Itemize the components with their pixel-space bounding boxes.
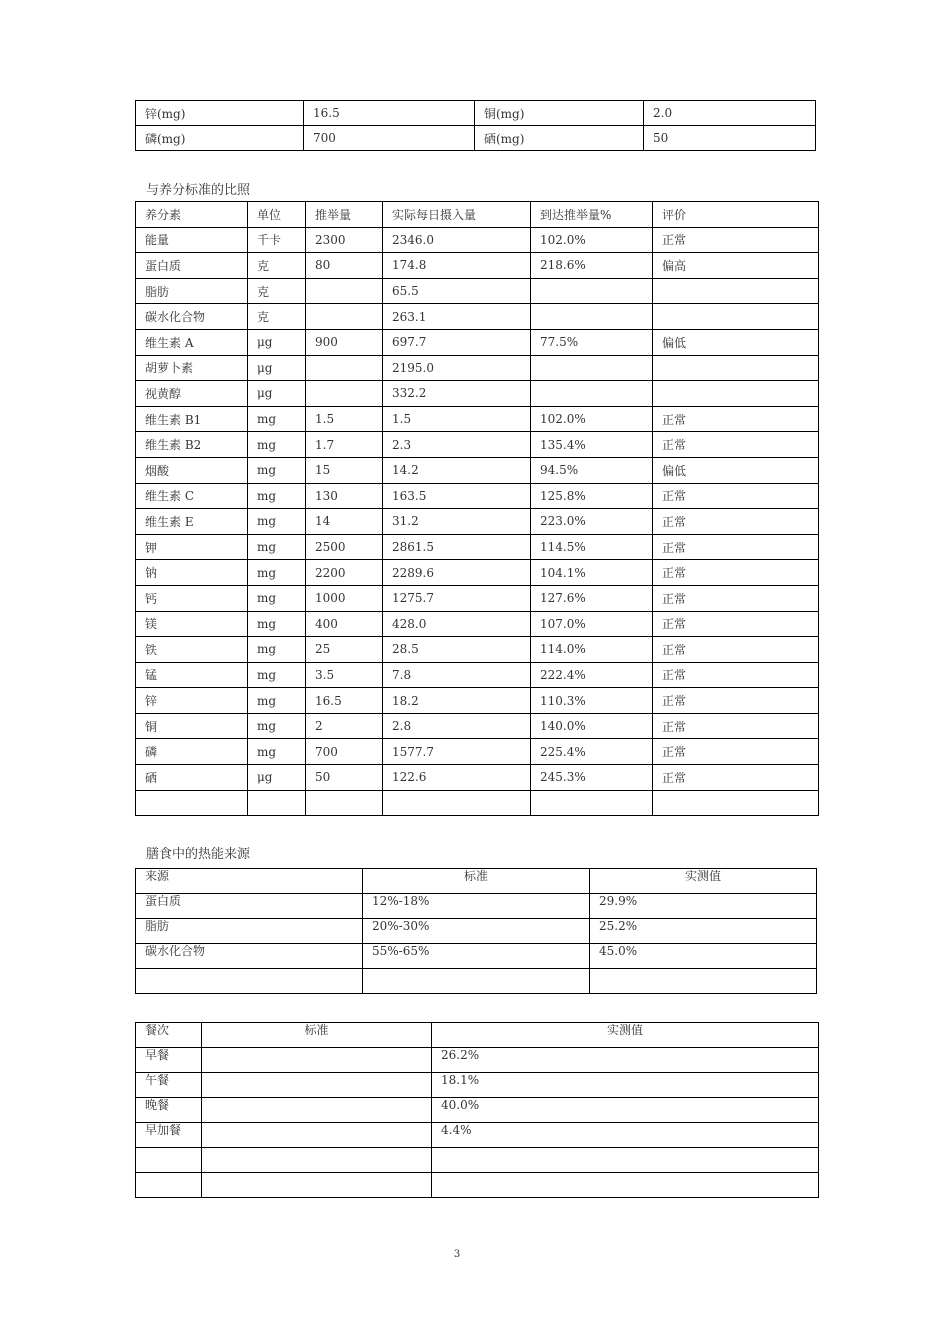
table-row xyxy=(136,1048,819,1073)
table-row xyxy=(136,534,819,560)
table-cell xyxy=(202,1048,432,1073)
table-cell: 正常 xyxy=(653,611,819,637)
table-cell: 65.5 xyxy=(383,278,531,304)
table-cell: mg xyxy=(248,509,306,535)
table-cell: 镁 xyxy=(136,611,248,637)
table-cell: 20%-30% xyxy=(363,919,590,944)
table-cell: 正常 xyxy=(653,688,819,714)
table-cell: mg xyxy=(248,713,306,739)
table-cell: mg xyxy=(248,406,306,432)
table-cell: 钙 xyxy=(136,585,248,611)
table-cell xyxy=(653,304,819,330)
table-cell: 77.5% xyxy=(531,329,653,355)
table-cell: 14 xyxy=(306,509,383,535)
header-cell: 来源 xyxy=(136,869,363,894)
table-cell: 428.0 xyxy=(383,611,531,637)
table-cell xyxy=(531,790,653,816)
table-cell: 克 xyxy=(248,304,306,330)
table-row xyxy=(136,969,817,994)
table-cell: 223.0% xyxy=(531,509,653,535)
table-row xyxy=(136,894,817,919)
table-row xyxy=(136,1098,819,1123)
table-row xyxy=(136,560,819,586)
table-cell: 218.6% xyxy=(531,253,653,279)
table-cell: 2200 xyxy=(306,560,383,586)
table-cell xyxy=(306,790,383,816)
table-cell: 2.8 xyxy=(383,713,531,739)
table-cell: 早加餐 xyxy=(136,1123,202,1148)
table-cell: 偏低 xyxy=(653,329,819,355)
table-row xyxy=(136,304,819,330)
table-cell: 正常 xyxy=(653,637,819,663)
table-cell: mg xyxy=(248,585,306,611)
table-row xyxy=(136,457,819,483)
table-row xyxy=(136,585,819,611)
table-cell: 磷(mg) xyxy=(136,126,304,151)
table-cell: 碳水化合物 xyxy=(136,944,363,969)
table-row xyxy=(136,662,819,688)
table-cell xyxy=(653,278,819,304)
table-cell: 222.4% xyxy=(531,662,653,688)
table-cell xyxy=(432,1173,819,1198)
table-cell: 130 xyxy=(306,483,383,509)
table-cell: 铜 xyxy=(136,713,248,739)
table-cell xyxy=(531,355,653,381)
table-cell xyxy=(653,381,819,407)
table-cell: μg xyxy=(248,765,306,791)
table-header-row xyxy=(136,1023,819,1048)
table-row xyxy=(136,101,816,126)
table-cell: 107.0% xyxy=(531,611,653,637)
table-cell: 94.5% xyxy=(531,457,653,483)
table-row xyxy=(136,1173,819,1198)
table-cell xyxy=(363,969,590,994)
header-cell: 评价 xyxy=(653,202,819,228)
table-cell: 正常 xyxy=(653,765,819,791)
table-cell xyxy=(202,1148,432,1173)
table-cell: 25.2% xyxy=(590,919,817,944)
table-cell: 697.7 xyxy=(383,329,531,355)
table-cell: 2 xyxy=(306,713,383,739)
table-cell: 2300 xyxy=(306,227,383,253)
table-cell: 110.3% xyxy=(531,688,653,714)
table-cell: 122.6 xyxy=(383,765,531,791)
table-cell xyxy=(432,1148,819,1173)
table-cell: 偏高 xyxy=(653,253,819,279)
table-cell xyxy=(136,969,363,994)
header-cell: 标准 xyxy=(202,1023,432,1048)
table-cell: 1000 xyxy=(306,585,383,611)
table-row xyxy=(136,483,819,509)
table-cell: 2289.6 xyxy=(383,560,531,586)
table-cell: 正常 xyxy=(653,483,819,509)
table-cell: 125.8% xyxy=(531,483,653,509)
table-row xyxy=(136,919,817,944)
table-cell: 163.5 xyxy=(383,483,531,509)
table-cell: 3.5 xyxy=(306,662,383,688)
table-cell: mg xyxy=(248,560,306,586)
table-cell: 18.2 xyxy=(383,688,531,714)
table-header-row xyxy=(136,869,817,894)
table-row xyxy=(136,253,819,279)
table-cell: 40.0% xyxy=(432,1098,819,1123)
table-cell: 正常 xyxy=(653,662,819,688)
table-cell: 225.4% xyxy=(531,739,653,765)
table-cell xyxy=(653,355,819,381)
table-cell: 2861.5 xyxy=(383,534,531,560)
header-cell: 实际每日摄入量 xyxy=(383,202,531,228)
table-cell xyxy=(383,790,531,816)
table-cell: mg xyxy=(248,662,306,688)
table-cell: 104.1% xyxy=(531,560,653,586)
table-cell: 钾 xyxy=(136,534,248,560)
table-cell xyxy=(306,355,383,381)
table-row xyxy=(136,329,819,355)
table-cell: 维生素 A xyxy=(136,329,248,355)
table-cell xyxy=(248,790,306,816)
table-cell: 114.0% xyxy=(531,637,653,663)
table-cell xyxy=(531,278,653,304)
table-cell: 16.5 xyxy=(304,101,475,126)
table-cell: 28.5 xyxy=(383,637,531,663)
table-cell xyxy=(306,381,383,407)
table-cell xyxy=(653,790,819,816)
table-cell: 锌(mg) xyxy=(136,101,304,126)
meals-table xyxy=(135,1022,819,1198)
table-cell: 7.8 xyxy=(383,662,531,688)
table-cell: 偏低 xyxy=(653,457,819,483)
table-cell: 12%-18% xyxy=(363,894,590,919)
table-cell xyxy=(531,381,653,407)
header-cell: 餐次 xyxy=(136,1023,202,1048)
table-cell: 脂肪 xyxy=(136,919,363,944)
table-cell: 135.4% xyxy=(531,432,653,458)
table-cell: 蛋白质 xyxy=(136,253,248,279)
table-cell: 127.6% xyxy=(531,585,653,611)
table-cell: 102.0% xyxy=(531,406,653,432)
table-cell: 正常 xyxy=(653,509,819,535)
table-row xyxy=(136,1123,819,1148)
table-cell: 50 xyxy=(644,126,816,151)
table-cell xyxy=(531,304,653,330)
table-cell: 钠 xyxy=(136,560,248,586)
table-row xyxy=(136,688,819,714)
table-cell: mg xyxy=(248,457,306,483)
table-row xyxy=(136,944,817,969)
table-row xyxy=(136,227,819,253)
table-cell: 正常 xyxy=(653,560,819,586)
table-cell xyxy=(136,1148,202,1173)
table-row xyxy=(136,509,819,535)
table-cell xyxy=(202,1098,432,1123)
table-cell: 晚餐 xyxy=(136,1098,202,1123)
table-cell xyxy=(590,969,817,994)
table-cell: 正常 xyxy=(653,227,819,253)
table-cell: 铜(mg) xyxy=(475,101,644,126)
table-cell: 千卡 xyxy=(248,227,306,253)
table-cell: 18.1% xyxy=(432,1073,819,1098)
table-cell: 80 xyxy=(306,253,383,279)
table-row xyxy=(136,278,819,304)
table-row xyxy=(136,790,819,816)
table-cell: 245.3% xyxy=(531,765,653,791)
table-cell: 锰 xyxy=(136,662,248,688)
table-cell: 克 xyxy=(248,278,306,304)
table-row xyxy=(136,713,819,739)
table-cell: 磷 xyxy=(136,739,248,765)
table-cell: μg xyxy=(248,355,306,381)
table-cell xyxy=(306,304,383,330)
table-cell: 26.2% xyxy=(432,1048,819,1073)
table-cell: 15 xyxy=(306,457,383,483)
table-cell: mg xyxy=(248,739,306,765)
table-cell: mg xyxy=(248,637,306,663)
table-cell: 维生素 B2 xyxy=(136,432,248,458)
table-cell: μg xyxy=(248,381,306,407)
table-cell: 400 xyxy=(306,611,383,637)
table-cell: 正常 xyxy=(653,739,819,765)
table-cell: 2.3 xyxy=(383,432,531,458)
table-cell: 正常 xyxy=(653,585,819,611)
table-cell xyxy=(202,1123,432,1148)
table-cell: 700 xyxy=(306,739,383,765)
table-cell: 14.2 xyxy=(383,457,531,483)
table-cell: 700 xyxy=(304,126,475,151)
table-cell: 硒(mg) xyxy=(475,126,644,151)
table-cell: 1.7 xyxy=(306,432,383,458)
table-row xyxy=(136,126,816,151)
table-cell: 31.2 xyxy=(383,509,531,535)
table-cell: μg xyxy=(248,329,306,355)
table-cell: 2195.0 xyxy=(383,355,531,381)
table-cell: 铁 xyxy=(136,637,248,663)
table-cell xyxy=(136,1173,202,1198)
table-cell: mg xyxy=(248,534,306,560)
table-cell: 25 xyxy=(306,637,383,663)
table-cell: 2346.0 xyxy=(383,227,531,253)
table-cell: 16.5 xyxy=(306,688,383,714)
table-cell: 早餐 xyxy=(136,1048,202,1073)
table-cell: 1.5 xyxy=(383,406,531,432)
header-cell: 推举量 xyxy=(306,202,383,228)
table-cell: 29.9% xyxy=(590,894,817,919)
table-row xyxy=(136,739,819,765)
table-cell: 174.8 xyxy=(383,253,531,279)
table-header-row xyxy=(136,202,819,228)
energy-sources-table xyxy=(135,868,817,994)
table-cell: 维生素 B1 xyxy=(136,406,248,432)
table-cell: 正常 xyxy=(653,406,819,432)
table-cell: 263.1 xyxy=(383,304,531,330)
table-cell: 视黄醇 xyxy=(136,381,248,407)
table-row xyxy=(136,406,819,432)
header-cell: 养分素 xyxy=(136,202,248,228)
header-cell: 标准 xyxy=(363,869,590,894)
header-cell: 实测值 xyxy=(432,1023,819,1048)
table-cell: 能量 xyxy=(136,227,248,253)
table-cell xyxy=(136,790,248,816)
table-cell: 45.0% xyxy=(590,944,817,969)
table-cell: 碳水化合物 xyxy=(136,304,248,330)
table-cell: 维生素 E xyxy=(136,509,248,535)
table-row xyxy=(136,381,819,407)
table-cell: 蛋白质 xyxy=(136,894,363,919)
table-cell: 114.5% xyxy=(531,534,653,560)
table-row xyxy=(136,637,819,663)
table-cell: mg xyxy=(248,432,306,458)
table-row xyxy=(136,1073,819,1098)
table-cell: 胡萝卜素 xyxy=(136,355,248,381)
table-cell: 正常 xyxy=(653,713,819,739)
table-row xyxy=(136,765,819,791)
table-cell: 2.0 xyxy=(644,101,816,126)
header-cell: 单位 xyxy=(248,202,306,228)
energy-sources-title: 膳食中的热能来源 xyxy=(146,847,251,862)
table-cell: 维生素 C xyxy=(136,483,248,509)
table-row xyxy=(136,432,819,458)
table-row xyxy=(136,1148,819,1173)
page-number: 3 xyxy=(453,1249,461,1260)
table-cell: mg xyxy=(248,611,306,637)
header-cell: 到达推举量% xyxy=(531,202,653,228)
table-cell: 2500 xyxy=(306,534,383,560)
table-cell: 50 xyxy=(306,765,383,791)
table-cell: 硒 xyxy=(136,765,248,791)
table-row xyxy=(136,355,819,381)
table-cell: 午餐 xyxy=(136,1073,202,1098)
table-cell: 1577.7 xyxy=(383,739,531,765)
comparison-title: 与养分标准的比照 xyxy=(146,183,251,198)
table-cell: 正常 xyxy=(653,534,819,560)
table-cell: 正常 xyxy=(653,432,819,458)
table-cell: 克 xyxy=(248,253,306,279)
nutrient-comparison-table xyxy=(135,201,819,816)
table-cell: 锌 xyxy=(136,688,248,714)
minerals-table xyxy=(135,100,816,151)
table-cell: 55%-65% xyxy=(363,944,590,969)
table-cell: mg xyxy=(248,483,306,509)
table-cell: 脂肪 xyxy=(136,278,248,304)
table-cell: 1275.7 xyxy=(383,585,531,611)
table-cell: 烟酸 xyxy=(136,457,248,483)
table-row xyxy=(136,611,819,637)
header-cell: 实测值 xyxy=(590,869,817,894)
table-cell: 4.4% xyxy=(432,1123,819,1148)
table-cell xyxy=(202,1073,432,1098)
table-cell: 900 xyxy=(306,329,383,355)
table-cell xyxy=(306,278,383,304)
table-cell: 140.0% xyxy=(531,713,653,739)
table-cell: 102.0% xyxy=(531,227,653,253)
table-cell: mg xyxy=(248,688,306,714)
table-cell: 1.5 xyxy=(306,406,383,432)
table-cell: 332.2 xyxy=(383,381,531,407)
table-cell xyxy=(202,1173,432,1198)
